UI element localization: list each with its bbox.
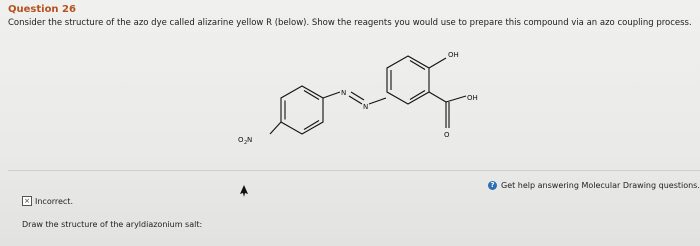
question-title: Question 26	[8, 4, 76, 15]
feedback-label: Incorrect.	[35, 196, 73, 206]
n-ring-bond	[369, 98, 386, 104]
atom-n-upper: N	[341, 89, 347, 97]
help-circle-icon: ?	[488, 181, 497, 190]
atom-n-lower: N	[363, 103, 369, 111]
atom-oh-right: OH	[467, 94, 478, 102]
ring-n-bond	[323, 92, 340, 98]
help-link[interactable]	[488, 181, 700, 190]
atom-nitro-o: O	[238, 136, 244, 144]
section-divider	[8, 170, 700, 171]
benzene-ring-right	[387, 56, 429, 104]
oh-top-bond	[429, 58, 446, 68]
azo-dye-structure	[228, 30, 508, 160]
atom-nitro-sub: 2	[244, 140, 248, 146]
instruction-text: Draw the structure of the aryldiazonium salt:	[22, 220, 203, 229]
incorrect-x-icon: ×	[22, 196, 32, 206]
benzene-ring-left	[281, 86, 323, 134]
atom-nitro-n: N	[247, 136, 253, 144]
carboxyl-bond	[429, 92, 446, 102]
atom-o-carbonyl: O	[444, 131, 450, 139]
help-label[interactable]: Get help answering Molecular Drawing questions.	[501, 181, 700, 190]
c-oh-bond	[446, 96, 466, 102]
mouse-cursor-icon	[240, 182, 250, 194]
feedback-status	[22, 196, 73, 206]
nitro-bond	[270, 122, 281, 134]
molecule-drawing	[228, 30, 508, 160]
question-text: Consider the structure of the azo dye called alizarine yellow R (below). Show the reagents you would use to prepare this compound via an azo coupling process.	[8, 18, 692, 28]
atom-oh-top: OH	[448, 51, 459, 59]
